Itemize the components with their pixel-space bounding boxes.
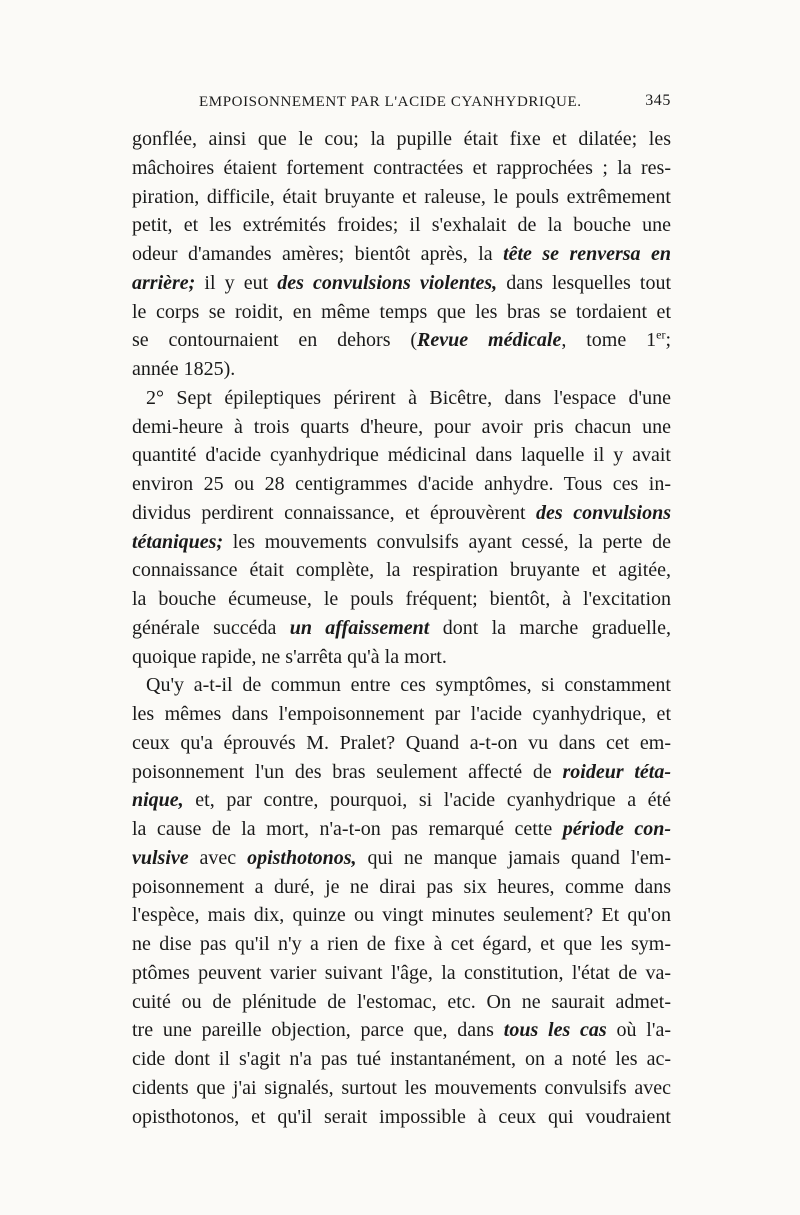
text-run: demi-heure à trois quarts d'heure, pour avoir pris chacun une bbox=[132, 415, 671, 438]
text-line bbox=[132, 814, 671, 844]
text-run: cuité ou de plénitude de l'estomac, etc. On ne saurait admet- bbox=[132, 990, 671, 1013]
text-run: la cause de la mort, n'a-t-on pas remarqué cette bbox=[132, 818, 563, 840]
text-run: 2° Sept épileptiques périrent à Bicêtre, dans l'espace d'une bbox=[146, 386, 671, 409]
text-line bbox=[132, 757, 671, 787]
text-run: il y eut bbox=[195, 271, 278, 294]
text-line bbox=[132, 613, 671, 643]
text-line bbox=[132, 527, 671, 557]
text-line bbox=[132, 555, 671, 585]
italic-run: période con- bbox=[562, 818, 671, 840]
text-line bbox=[132, 239, 671, 269]
text-line bbox=[132, 987, 671, 1017]
text-run: gonflée, ainsi que le cou; la pupille était fixe et dilatée; les bbox=[132, 128, 671, 150]
text-line bbox=[132, 843, 671, 873]
text-run: , tome 1 bbox=[561, 329, 657, 352]
italic-run: tous les cas bbox=[503, 1019, 607, 1042]
text-line bbox=[132, 1044, 671, 1074]
text-run: ; bbox=[665, 329, 671, 352]
text-run: piration, difficile, était bruyante et raleuse, le pouls extrêmement bbox=[132, 185, 671, 208]
text-line bbox=[132, 354, 671, 384]
text-line bbox=[132, 297, 671, 327]
text-run: ceux qu'a éprouvés M. Pralet? Quand a-t-on vu dans cet em- bbox=[132, 731, 671, 754]
text-line bbox=[132, 412, 671, 442]
text-line bbox=[132, 383, 671, 413]
text-line bbox=[132, 325, 671, 355]
superscript: er bbox=[656, 327, 666, 342]
text-run: cidents que j'ai signalés, surtout les mouvements convulsifs avec bbox=[132, 1076, 671, 1099]
italic-run: tête se renversa en bbox=[503, 243, 671, 265]
italic-run: nique, bbox=[132, 789, 184, 812]
italic-run: Revue médicale bbox=[417, 329, 562, 352]
text-line bbox=[132, 469, 671, 499]
text-run: environ 25 ou 28 centigrammes d'acide anhydre. Tous ces in- bbox=[132, 473, 671, 495]
text-line bbox=[132, 958, 671, 988]
text-run: dans lesquelles tout bbox=[497, 271, 671, 294]
text-run: où l'a- bbox=[606, 1019, 671, 1042]
text-line bbox=[132, 124, 671, 154]
text-run: année 1825). bbox=[132, 358, 236, 380]
italic-run: tétaniques; bbox=[132, 530, 224, 553]
text-run: quantité d'acide cyanhydrique médicinal dans laquelle il y avait bbox=[132, 444, 671, 467]
text-run: quoique rapide, ne s'arrêta qu'à la mort. bbox=[132, 645, 447, 668]
text-run: Qu'y a-t-il de commun entre ces symptômes, si constamment bbox=[146, 674, 671, 697]
text-line bbox=[132, 785, 671, 815]
text-line bbox=[132, 440, 671, 470]
text-line bbox=[132, 642, 671, 672]
text-run: cide dont il s'agit n'a pas tué instantanément, on a noté les ac- bbox=[132, 1048, 671, 1070]
text-run: petit, et les extrémités froides; il s'exhalait de la bouche une bbox=[132, 214, 671, 237]
text-run: connaissance était complète, la respiration bruyante et agitée, bbox=[132, 559, 671, 582]
text-line bbox=[132, 498, 671, 528]
text-run: poisonnement a duré, je ne dirai pas six heures, comme dans bbox=[132, 875, 671, 898]
italic-run: arrière; bbox=[132, 271, 196, 294]
text-run: mâchoires étaient fortement contractées et rapprochées ; la res- bbox=[132, 156, 671, 179]
text-line bbox=[132, 584, 671, 614]
text-run: dividus perdirent connaissance, et éprouvèrent bbox=[132, 501, 537, 524]
text-line bbox=[132, 699, 671, 729]
text-line bbox=[132, 153, 671, 183]
text-line bbox=[132, 929, 671, 959]
text-run: avec bbox=[188, 846, 248, 869]
text-run: et, par contre, pourquoi, si l'acide cyanhydrique a été bbox=[183, 789, 671, 812]
text-run: qui ne manque jamais quand l'em- bbox=[356, 846, 671, 869]
text-line bbox=[132, 1102, 671, 1132]
text-run: la bouche écumeuse, le pouls fréquent; bientôt, à l'excitation bbox=[132, 588, 671, 610]
text-run: ptômes peuvent varier suivant l'âge, la constitution, l'état de va- bbox=[132, 961, 671, 984]
italic-run: des convulsions violentes, bbox=[277, 271, 498, 294]
page-number: 345 bbox=[645, 92, 671, 109]
text-run: tre une pareille objection, parce que, dans bbox=[132, 1019, 504, 1042]
text-line bbox=[132, 900, 671, 930]
text-run: poisonnement l'un des bras seulement affecté de bbox=[132, 760, 563, 783]
text-run: ne dise pas qu'il n'y a rien de fixe à cet égard, et que les sym- bbox=[132, 933, 671, 955]
text-line bbox=[132, 670, 671, 700]
running-title: EMPOISONNEMENT PAR L'ACIDE CYANHYDRIQUE. bbox=[199, 94, 582, 110]
text-line bbox=[132, 728, 671, 758]
text-line bbox=[132, 872, 671, 902]
text-run: les mouvements convulsifs ayant cessé, la perte de bbox=[223, 530, 671, 553]
text-run: le corps se roidit, en même temps que les bras se tordaient et bbox=[132, 300, 671, 323]
italic-run: des convulsions bbox=[536, 501, 671, 524]
text-line bbox=[132, 182, 671, 212]
text-line bbox=[132, 1015, 671, 1045]
text-run: odeur d'amandes amères; bientôt après, la bbox=[132, 243, 504, 265]
text-run: opisthotonos, et qu'il serait impossible à ceux qui voudraient bbox=[132, 1105, 671, 1128]
running-head bbox=[199, 94, 671, 116]
text-run: se contournaient en dehors ( bbox=[132, 329, 418, 352]
text-run: générale succéda bbox=[132, 616, 290, 639]
text-line bbox=[132, 210, 671, 240]
text-run: les mêmes dans l'empoisonnement par l'acide cyanhydrique, et bbox=[132, 703, 671, 725]
text-line bbox=[132, 268, 671, 298]
italic-run: opisthotonos, bbox=[247, 846, 357, 869]
text-run: l'espèce, mais dix, quinze ou vingt minutes seulement? Et qu'on bbox=[132, 904, 671, 927]
italic-run: vulsive bbox=[132, 846, 189, 869]
italic-run: roideur téta- bbox=[562, 760, 671, 783]
text-line bbox=[132, 1073, 671, 1103]
italic-run: un affaissement bbox=[289, 616, 430, 639]
text-run: dont la marche graduelle, bbox=[429, 616, 671, 639]
